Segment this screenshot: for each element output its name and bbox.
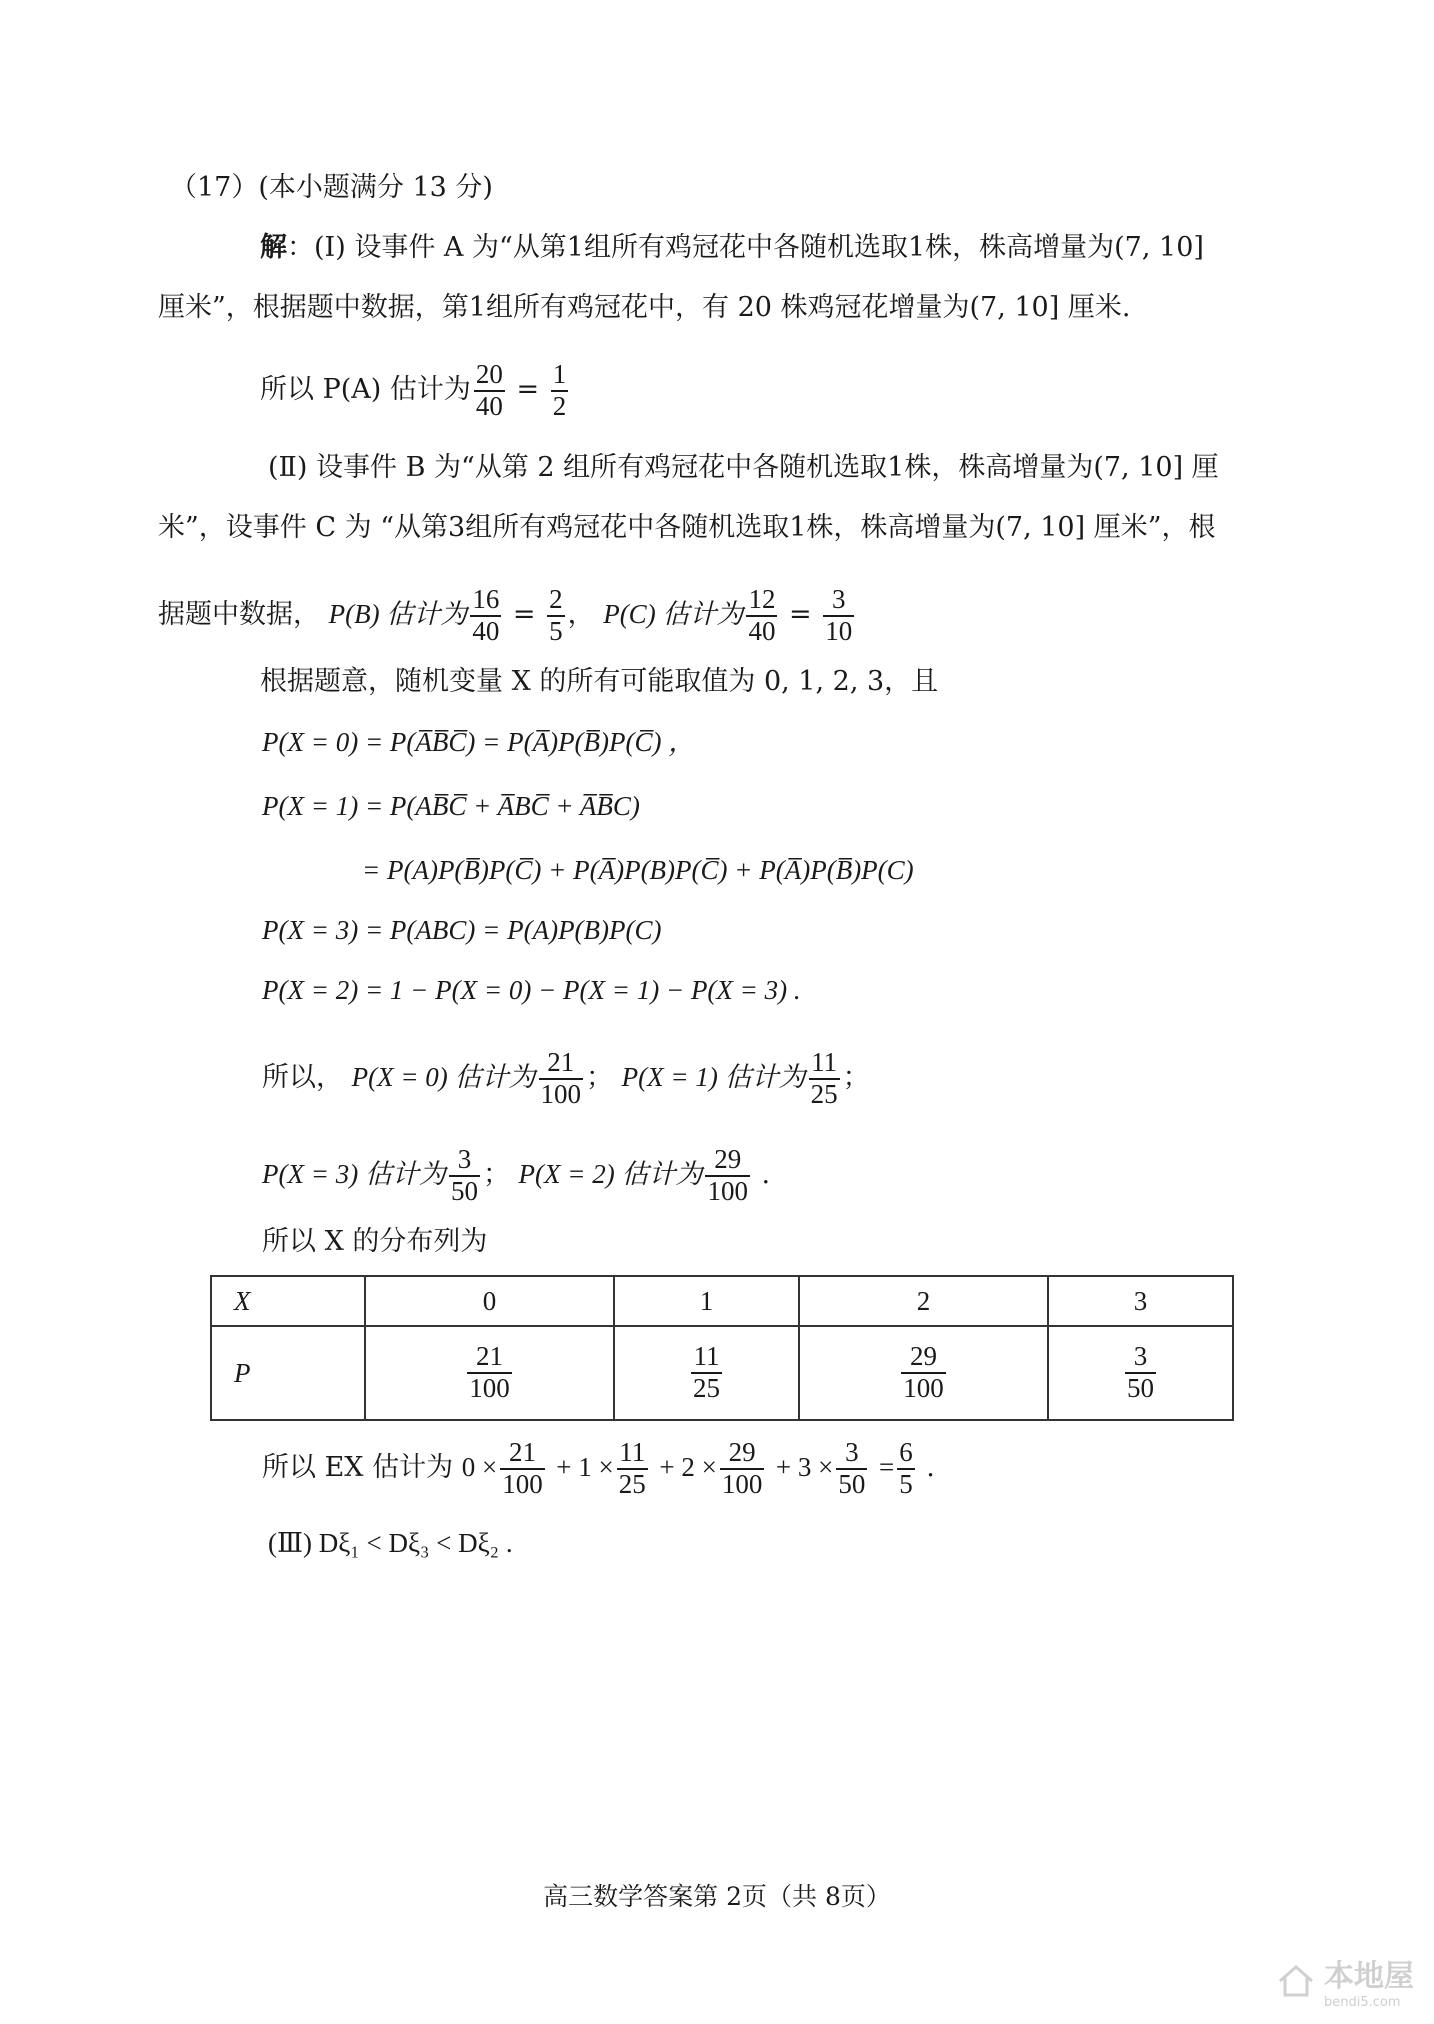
eq-x1b: = P(A)P(B̅)P(C̅) + P(A̅)P(B)P(C̅) + P(A̅)P(B̅)P(C) (362, 855, 914, 885)
eq-x3: P(X = 3) = P(ABC) = P(A)P(B)P(C) (262, 915, 662, 945)
ex-line: 所以 EX 估计为 0 × $\frac{21}{100}$ + 1 × $\frac{11}{25}$ + 2 × $\frac{29}{100}$ + 3 × $\frac{3}{50}$ = $\frac{6}{5}$ . (262, 1437, 935, 1499)
so2-frac-2: $\frac{29}{100}$ (707, 1144, 748, 1206)
pb-frac-1: $\frac{16}{40}$ (472, 584, 500, 646)
table-x-0: 0 (365, 1276, 614, 1326)
ex-frac-3: $\frac{3}{50}$ (838, 1437, 866, 1499)
pc-text: P(C) 估计为 (603, 599, 744, 630)
so1-b: P(X = 1) 估计为 (621, 1062, 806, 1093)
pa-prefix: 所以 P(A) 估计为 (260, 374, 471, 406)
part1-line2: 厘米”，根据题中数据，第1组所有鸡冠花中，有 20 株鸡冠花增量为(7, 10] 厘米. (158, 292, 1131, 323)
part3-line: (Ⅲ) Dξ₁ < Dξ₃ < Dξ₂ . (268, 1528, 513, 1558)
part1-line1 (260, 228, 1204, 268)
page-footer: 高三数学答案第 2页（共 8页） (543, 1882, 891, 1911)
pc-frac-1: $\frac{12}{40}$ (748, 584, 776, 646)
table-p-label: P (211, 1326, 365, 1420)
eq-x1a: P(X = 1) = P(AB̅C̅ + A̅BC̅ + A̅B̅C) (262, 791, 640, 821)
so1-prefix: 所以， (262, 1062, 343, 1094)
so2-b: P(X = 2) 估计为 (518, 1159, 703, 1190)
ex-prefix: 所以 EX 估计为 (262, 1452, 454, 1484)
pc-frac-2: $\frac{3}{10}$ (825, 584, 853, 646)
pb-text: P(B) 估计为 (328, 599, 468, 630)
so2-line: P(X = 3) 估计为 $\frac{3}{50}$ ； P(X = 2) 估计为 $\frac{29}{100}$ . (262, 1144, 771, 1206)
part2-line1: (Ⅱ) 设事件 B 为“从第 2 组所有鸡冠花中各随机选取1株，株高增量为(7, 10] 厘 (268, 452, 1219, 483)
table-x-label: X (211, 1276, 365, 1326)
pbc-prefix: 据题中数据， (158, 599, 320, 631)
table-x-2: 2 (799, 1276, 1048, 1326)
pb-frac-2: $\frac{2}{5}$ (549, 584, 563, 646)
watermark (1276, 1951, 1414, 2010)
ex-frac-0: $\frac{21}{100}$ (502, 1437, 543, 1499)
eq-x0: P(X = 0) = P(A̅B̅C̅) = P(A̅)P(B̅)P(C̅) ， (262, 727, 696, 757)
eq-x2: P(X = 2) = 1 − P(X = 0) − P(X = 1) − P(X = 3) . (262, 975, 801, 1005)
distribution-table (210, 1275, 1234, 1421)
table-p-2: $\frac{29}{100}$ (799, 1326, 1048, 1420)
watermark-title: 本地屋 (1324, 1959, 1414, 1994)
pa-frac-1: $\frac{20}{40}$ (475, 359, 503, 421)
so2-a: P(X = 3) 估计为 (262, 1159, 446, 1190)
pa-frac-2: $\frac{1}{2}$ (552, 359, 567, 421)
problem-header: （17）(本小题满分 13 分) (170, 172, 493, 203)
so1-a: P(X = 0) 估计为 (351, 1062, 536, 1093)
so1-frac-1: $\frac{21}{100}$ (540, 1047, 582, 1109)
so2-frac-1: $\frac{3}{50}$ (450, 1144, 478, 1206)
pbc-line: 据题中数据， P(B) 估计为 $\frac{16}{40}$ = $\frac{2}{5}$ ， P(C) 估计为 $\frac{12}{40}$ = $\frac{3}{10}$ (158, 584, 853, 646)
table-p-1: $\frac{11}{25}$ (614, 1326, 799, 1420)
part2-line2: 米”，设事件 C 为 “从第3组所有鸡冠花中各随机选取1株，株高增量为(7, 10] 厘米”，根 (158, 512, 1216, 543)
ex-frac-1: $\frac{11}{25}$ (618, 1437, 646, 1499)
so1-line: 所以， P(X = 0) 估计为 $\frac{21}{100}$ ； P(X = 1) 估计为 $\frac{11}{25}$ ； (262, 1047, 870, 1109)
so1-frac-2: $\frac{11}{25}$ (810, 1047, 838, 1109)
ex-result: $\frac{6}{5}$ (899, 1437, 913, 1499)
table-row-p (211, 1326, 1233, 1420)
table-p-0: $\frac{21}{100}$ (365, 1326, 614, 1420)
house-icon (1276, 1963, 1316, 1999)
pa-line: 所以 P(A) 估计为 $\frac{20}{40}$ = $\frac{1}{2}$ (260, 359, 567, 421)
ex-frac-2: $\frac{29}{100}$ (721, 1437, 763, 1499)
table-p-3: $\frac{3}{50}$ (1048, 1326, 1233, 1420)
watermark-url: bendi5.com (1324, 1995, 1401, 2010)
part1-line1-text: ：(Ⅰ) 设事件 A 为“从第1组所有鸡冠花中各随机选取1株，株高增量为(7, 10] (287, 232, 1204, 263)
rv-line: 根据题意，随机变量 X 的所有可能取值为 0, 1, 2, 3，且 (260, 666, 939, 697)
table-row-x (211, 1276, 1233, 1326)
jie-label: 解 (260, 232, 287, 263)
dist-label: 所以 X 的分布列为 (262, 1226, 488, 1257)
table-x-3: 3 (1048, 1276, 1233, 1326)
table-x-1: 1 (614, 1276, 799, 1326)
